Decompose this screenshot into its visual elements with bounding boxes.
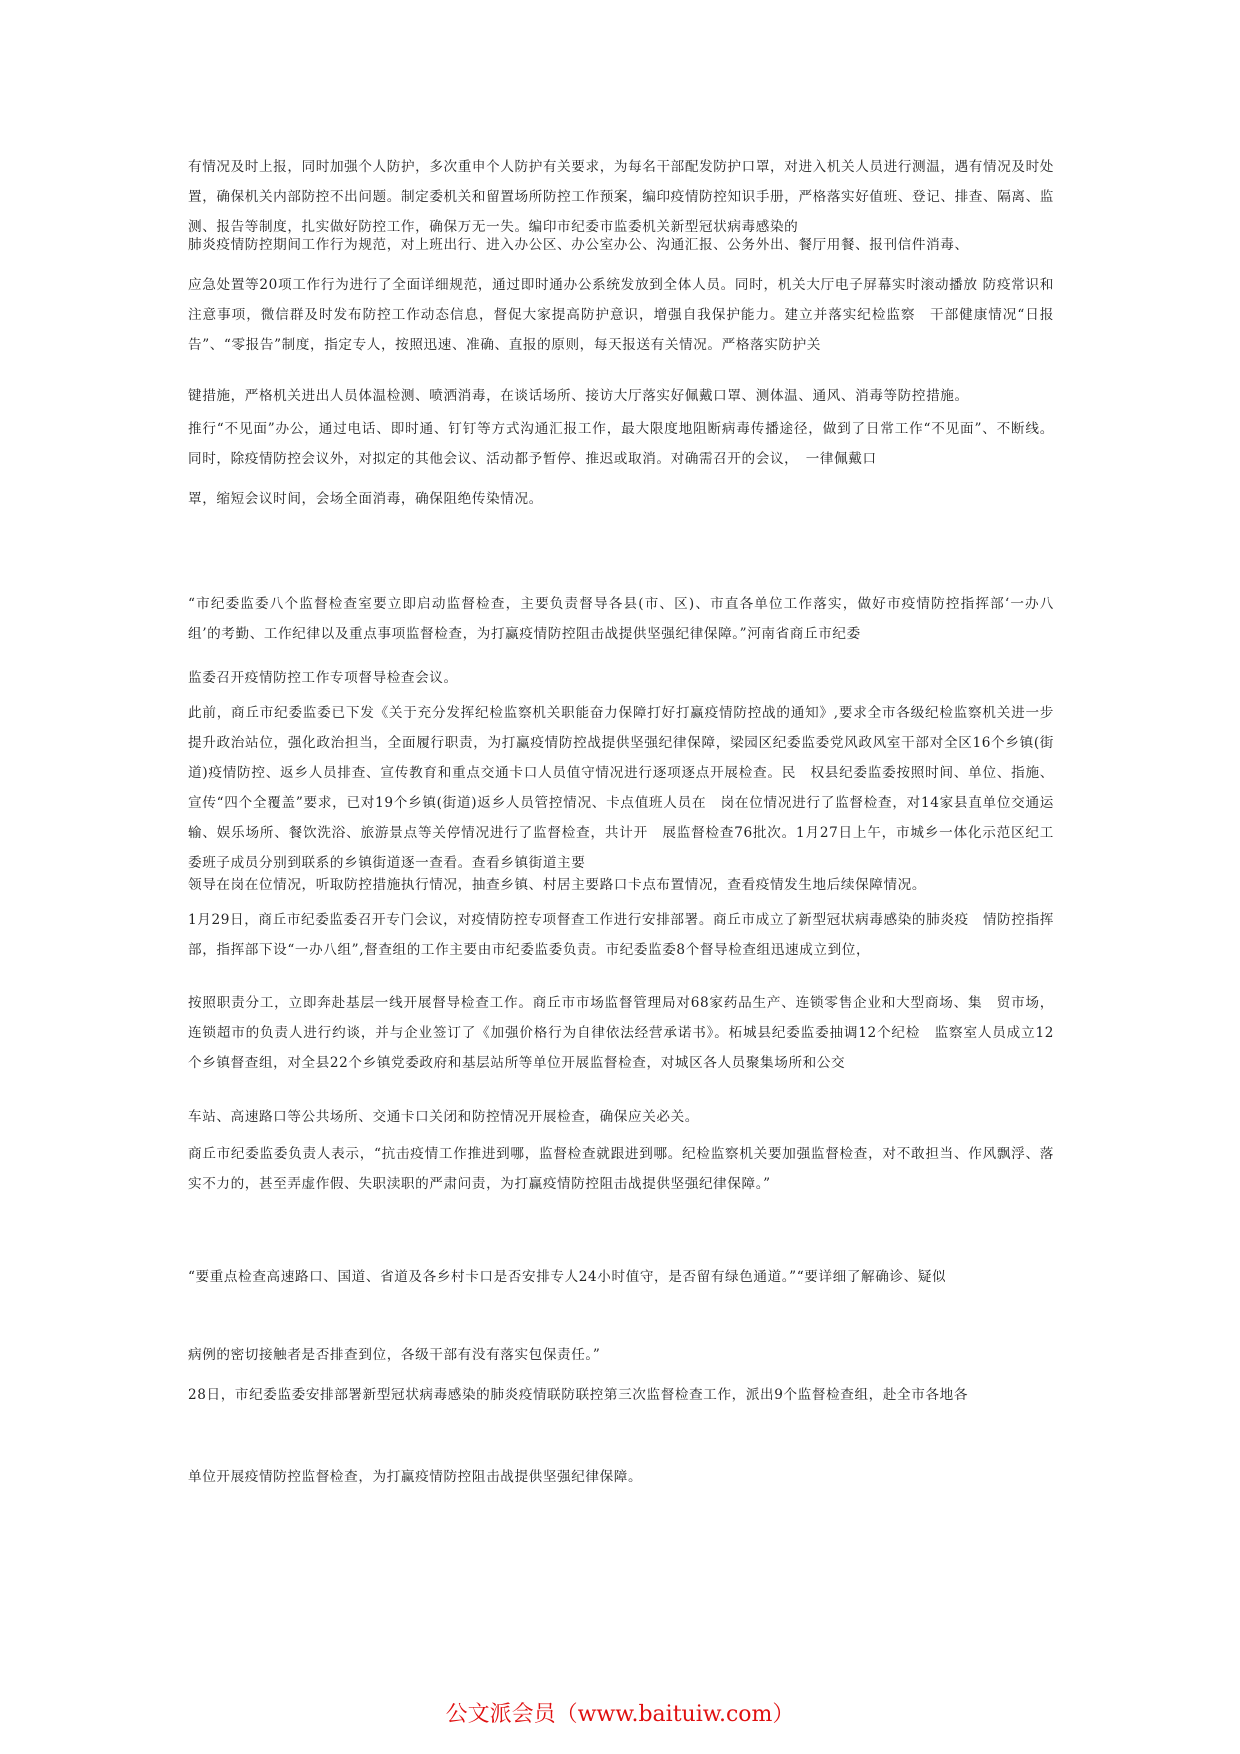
paragraph: 车站、高速路口等公共场所、交通卡口关闭和防控情况开展检查，确保应关必关。 — [188, 1109, 699, 1125]
paragraph: 单位开展疫情防控监督检查，为打赢疫情防控阻击战提供坚强纪律保障。 — [188, 1469, 643, 1485]
paragraph: “市纪委监委八个监督检查室要立即启动监督检查，主要负责督导各县(市、区)、市直各单位工作落实，做好市疫情防控指挥部‘一办八组’的考勤、工作纪律以及重点事项监督检查，为打赢疫情防控阻击战提供坚强纪律保障。”河南省商丘市纪委 — [188, 596, 1054, 642]
paragraph: 1月29日，商丘市纪委监委召开专门会议，对疫情防控专项督查工作进行安排部署。商丘市成立了新型冠状病毒感染的肺炎疫 情防控指挥部，指挥部下设“一办八组”,督查组的工作主要由市纪委监委负责。市纪委监委8个督导检查组迅速成立到位， — [188, 912, 1054, 958]
document-page — [188, 0, 1054, 1754]
paragraph: “要重点检查高速路口、国道、省道及各乡村卡口是否安排专人24小时值守，是否留有绿色通道。”“要详细了解确诊、疑似 — [188, 1269, 947, 1285]
paragraph: 肺炎疫情防控期间工作行为规范，对上班出行、进入办公区、办公室办公、沟通汇报、公务外出、餐厅用餐、报刊信件消毒、 — [188, 237, 969, 253]
paragraph: 28日，市纪委监委安排部署新型冠状病毒感染的肺炎疫情联防联控第三次监督检查工作，派出9个监督检查组，赴全市各地各 — [188, 1387, 969, 1403]
paragraph: 此前，商丘市纪委监委已下发《关于充分发挥纪检监察机关职能奋力保障打好打赢疫情防控战的通知》,要求全市各级纪检监察机关进一步提升政治站位，强化政治担当，全面履行职责，为打赢疫情防控战提供坚强纪律保障，梁园区纪委监委党风政风室干部对全区16个乡镇(街道)疫情防控、返乡人员排查、宣传教育和重点交通卡口人员值守情况进行逐项逐点开展检查。民 权县纪委监委按照时间、单位、指施、宣传“四个全覆盖”要求，已对19个乡镇(街道)返乡人员管控情况、卡点值班人员在 岗在位情况进行了监督检查，对14家县直单位交通运输、娱乐场所、餐饮洗浴、旅游景点等关停情况进行了监督检查，共计开 展监督检查76批次。1月27日上午，市城乡一体化示范区纪工委班子成员分别到联系的乡镇街道逐一查看。查看乡镇街道主要 — [188, 705, 1054, 871]
paragraph: 推行“不见面”办公，通过电话、即时通、钉钉等方式沟通汇报工作，最大限度地阻断病毒传播途径，做到了日常工作“不见面”、不断线。同时，除疫情防控会议外，对拟定的其他会议、活动都予暂停、推迟或取消。对确需召开的会议， 一律佩戴口 — [188, 421, 1054, 467]
footer-watermark-link[interactable]: 公文派会员（www.baituiw.com） — [445, 1702, 795, 1727]
paragraph: 应急处置等20项工作行为进行了全面详细规范，通过即时通办公系统发放到全体人员。同时，机关大厅电子屏幕实时滚动播放 防疫常识和注意事项，微信群及时发布防控工作动态信息，督促大家提高防护意识，增强自我保护能力。建立并落实纪检监察 干部健康情况“日报告”、“零报告”制度，指定专人，按照迅速、准确、直报的原则，每天报送有关情况。严格落实防护关 — [188, 277, 1054, 353]
paragraph: 商丘市纪委监委负责人表示，“抗击疫情工作推进到哪，监督检查就跟进到哪。纪检监察机关要加强监督检查，对不敢担当、作风飘浮、落实不力的，甚至弄虚作假、失职渎职的严肃问责，为打赢疫情防控阻击战提供坚强纪律保障。” — [188, 1146, 1054, 1192]
paragraph: 键措施，严格机关进出人员体温检测、喷洒消毒，在谈话场所、接访大厅落实好佩戴口罩、测体温、通风、消毒等防控措施。 — [188, 388, 969, 404]
paragraph: 罩，缩短会议时间，会场全面消毒，确保阻绝传染情况。 — [188, 491, 543, 507]
paragraph: 有情况及时上报，同时加强个人防护，多次重申个人防护有关要求，为每名干部配发防护口罩，对进入机关人员进行测温，遇有情况及时处置，确保机关内部防控不出问题。制定委机关和留置场所防控工作预案，编印疫情防控知识手册，严格落实好值班、登记、排查、隔离、监测、报告等制度，扎实做好防控工作，确保万无一失。编印市纪委市监委机关新型冠状病毒感染的 — [188, 159, 1054, 235]
paragraph: 领导在岗在位情况，听取防控措施执行情况，抽查乡镇、村居主要路口卡点布置情况，查看疫情发生地后续保障情况。 — [188, 877, 927, 893]
paragraph: 按照职责分工，立即奔赴基层一线开展督导检查工作。商丘市市场监督管理局对68家药品生产、连锁零售企业和大型商场、集 贸市场，连锁超市的负责人进行约谈，并与企业签订了《加强价格行为自律依法经营承诺书》。柘城县纪委监委抽调12个纪检 监察室人员成立12个乡镇督查组，对全县22个乡镇党委政府和基层站所等单位开展监督检查，对城区各人员聚集场所和公交 — [188, 995, 1054, 1071]
paragraph: 病例的密切接触者是否排查到位，各级干部有没有落实包保责任。” — [188, 1347, 601, 1363]
paragraph: 监委召开疫情防控工作专项督导检查会议。 — [188, 670, 458, 686]
